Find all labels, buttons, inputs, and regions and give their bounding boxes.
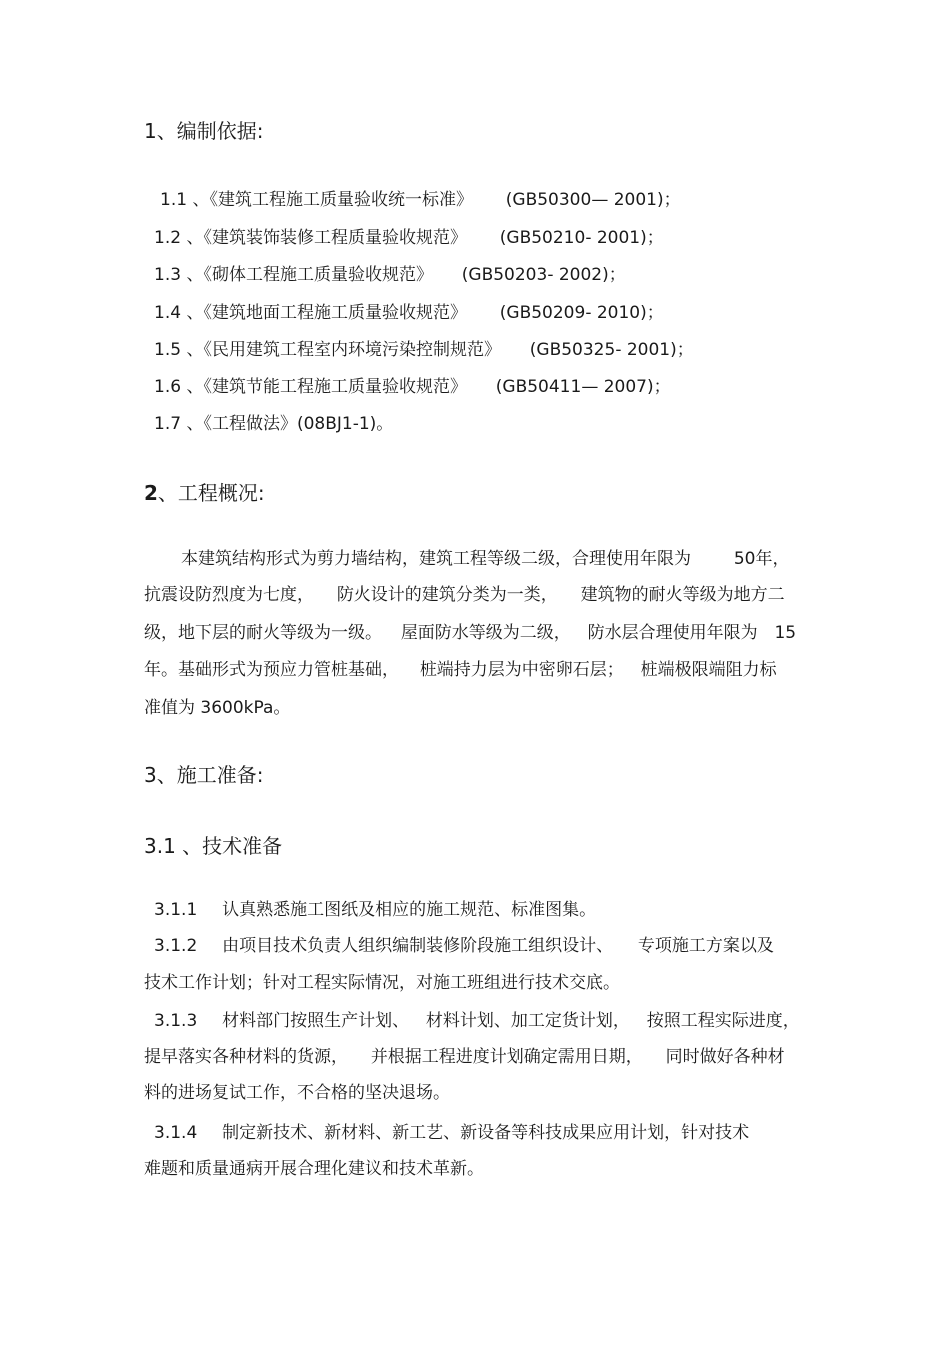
text-segment: 防水层合理使用年限为 <box>587 623 758 643</box>
text-segment: 准值为 3600kPa。 <box>144 698 291 718</box>
reference-item <box>154 264 626 286</box>
text-segment: 按照工程实际进度， <box>646 1011 800 1031</box>
item-code: (GB50325- 2001)； <box>529 340 694 360</box>
text-segment: 专项施工方案以及 <box>637 936 774 956</box>
text-segment: 本建筑结构形式为剪力墙结构，建筑工程等级二级，合理使用年限为 <box>181 549 691 569</box>
heading-number: 2 <box>144 481 158 505</box>
clause-line <box>144 1082 450 1104</box>
text-segment: 同时做好各种材 <box>665 1047 785 1067</box>
heading-text: 、工程概况: <box>157 481 265 505</box>
clause-number: 3.1.2 <box>154 936 198 956</box>
item-title: 、《建筑节能工程施工质量验收规范》 <box>186 377 467 397</box>
clause-line <box>144 1046 785 1068</box>
text-segment: 桩端极限端阻力标 <box>640 660 777 680</box>
reference-item <box>154 227 664 249</box>
item-number: 1.6 <box>154 377 182 397</box>
text-segment: 难题和质量通病开展合理化建议和技术革新。 <box>144 1159 484 1179</box>
text-segment: 防火设计的建筑分类为一类， <box>336 585 558 605</box>
paragraph-line <box>144 659 777 681</box>
text-segment: 料的进场复试工作，不合格的坚决退场。 <box>144 1083 450 1103</box>
reference-item <box>154 413 393 435</box>
text-segment: 级，地下层的耐火等级为一级。 <box>144 623 382 643</box>
item-number: 1.1 <box>160 190 188 210</box>
text-segment: 年。基础形式为预应力管桩基础， <box>144 660 399 680</box>
item-code: (GB50411— 2007)； <box>495 377 671 397</box>
text-segment: 材料部门按照生产计划、 <box>222 1011 410 1031</box>
item-title: 、《工程做法》(08BJ1-1)。 <box>186 414 394 434</box>
text-segment: 屋面防水等级为二级， <box>400 623 571 643</box>
paragraph-line <box>144 697 290 719</box>
clause-line <box>154 1010 800 1032</box>
clause-number: 3.1.1 <box>154 900 198 920</box>
item-title: 、《建筑工程施工质量验收统一标准》 <box>192 190 473 210</box>
item-title: 、《建筑地面工程施工质量验收规范》 <box>186 303 467 323</box>
item-code: (GB50209- 2010)； <box>499 303 664 323</box>
item-number: 1.5 <box>154 340 182 360</box>
section-3-heading: 3、施工准备: <box>144 763 264 787</box>
reference-item <box>160 189 681 211</box>
clause-line <box>154 899 596 921</box>
clause-line <box>154 935 774 957</box>
text-segment: 抗震设防烈度为七度， <box>144 585 314 605</box>
reference-item <box>154 339 694 361</box>
text-segment: 技术工作计划；针对工程实际情况，对施工班组进行技术交底。 <box>144 973 620 993</box>
text-segment: 由项目技术负责人组织编制装修阶段施工组织设计、 <box>222 936 614 956</box>
text-segment: 建筑物的耐火等级为地方二 <box>580 585 785 605</box>
paragraph-line <box>144 584 785 606</box>
text-segment: 50年， <box>733 549 790 569</box>
text-segment: 提早落实各种材料的货源， <box>144 1047 348 1067</box>
item-number: 1.7 <box>154 414 182 434</box>
text-segment: 制定新技术、新材料、新工艺、新设备等科技成果应用计划，针对技术 <box>222 1123 750 1143</box>
paragraph-line <box>144 622 796 644</box>
clause-line <box>144 1158 484 1180</box>
item-number: 1.3 <box>154 265 182 285</box>
clause-line <box>154 1122 749 1144</box>
text-segment: 桩端持力层为中密卵石层； <box>419 660 624 680</box>
text-segment: 15 <box>774 623 797 643</box>
reference-item <box>154 302 664 324</box>
item-title: 、《民用建筑工程室内环境污染控制规范》 <box>186 340 501 360</box>
item-title: 、《砌体工程施工质量验收规范》 <box>186 265 433 285</box>
clause-number: 3.1.3 <box>154 1011 198 1031</box>
clause-number: 3.1.4 <box>154 1123 198 1143</box>
item-code: (GB50300— 2001)； <box>505 190 681 210</box>
item-number: 1.4 <box>154 303 182 323</box>
text-segment: 材料计划、加工定货计划， <box>425 1011 630 1031</box>
item-code: (GB50210- 2001)； <box>499 228 664 248</box>
reference-item <box>154 376 671 398</box>
section-1-heading: 1、编制依据: <box>144 119 264 143</box>
paragraph-line <box>181 548 789 570</box>
clause-line <box>144 972 620 994</box>
text-segment: 并根据工程进度计划确定需用日期， <box>370 1047 643 1067</box>
item-number: 1.2 <box>154 228 182 248</box>
subsection-heading: 3.1 、技术准备 <box>144 834 283 858</box>
text-segment: 认真熟悉施工图纸及相应的施工规范、标准图集。 <box>222 900 597 920</box>
item-code: (GB50203- 2002)； <box>461 265 626 285</box>
item-title: 、《建筑装饰装修工程质量验收规范》 <box>186 228 467 248</box>
section-2-heading <box>144 480 265 506</box>
